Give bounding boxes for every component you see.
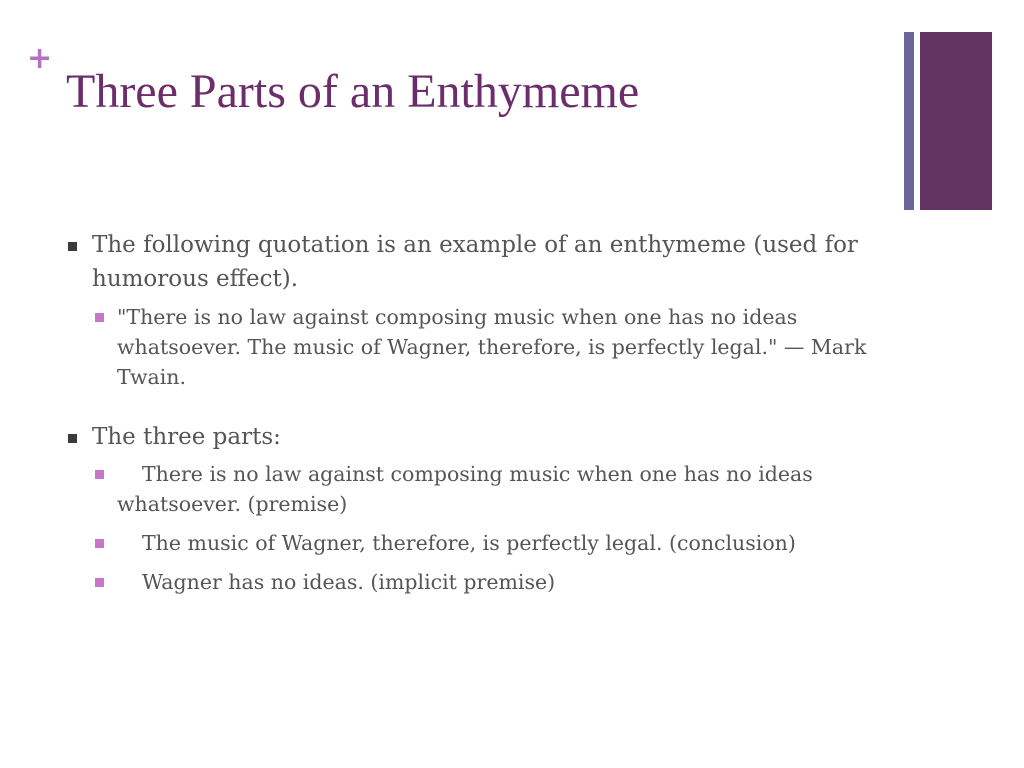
square-bullet-icon [68, 434, 77, 443]
sub-bullet-item [117, 567, 886, 597]
sub-bullet-text: Wagner has no ideas. (implicit premise) [142, 570, 556, 594]
bullet-item [66, 228, 886, 296]
square-bullet-icon [68, 242, 77, 251]
sub-bullet-text: The music of Wagner, therefore, is perfectly legal. (conclusion) [142, 531, 796, 555]
sub-bullet-text: There is no law against composing music when one has no ideas whatsoever. (premise) [117, 462, 813, 516]
sub-bullet-text: "There is no law against composing music when one has no ideas whatsoever. The music of Wagner, therefore, is perfectly legal." — Mark Twain. [117, 305, 867, 389]
square-sub-bullet-icon [95, 578, 104, 587]
plus-mark-icon: + [27, 41, 53, 76]
sub-bullet-item [117, 302, 886, 392]
slide-title: Three Parts of an Enthymeme [66, 65, 640, 118]
bullet-text: The three parts: [92, 424, 281, 450]
square-sub-bullet-icon [95, 313, 104, 322]
accent-bar-thin [904, 32, 914, 210]
sub-bullet-item [117, 459, 886, 519]
bullet-item [66, 420, 886, 454]
accent-bar-thick [920, 32, 992, 210]
slide-content [66, 228, 886, 597]
square-sub-bullet-icon [95, 539, 104, 548]
square-sub-bullet-icon [95, 470, 104, 479]
sub-bullet-item [117, 528, 886, 558]
bullet-text: The following quotation is an example of an enthymeme (used for humorous effect). [92, 232, 858, 292]
